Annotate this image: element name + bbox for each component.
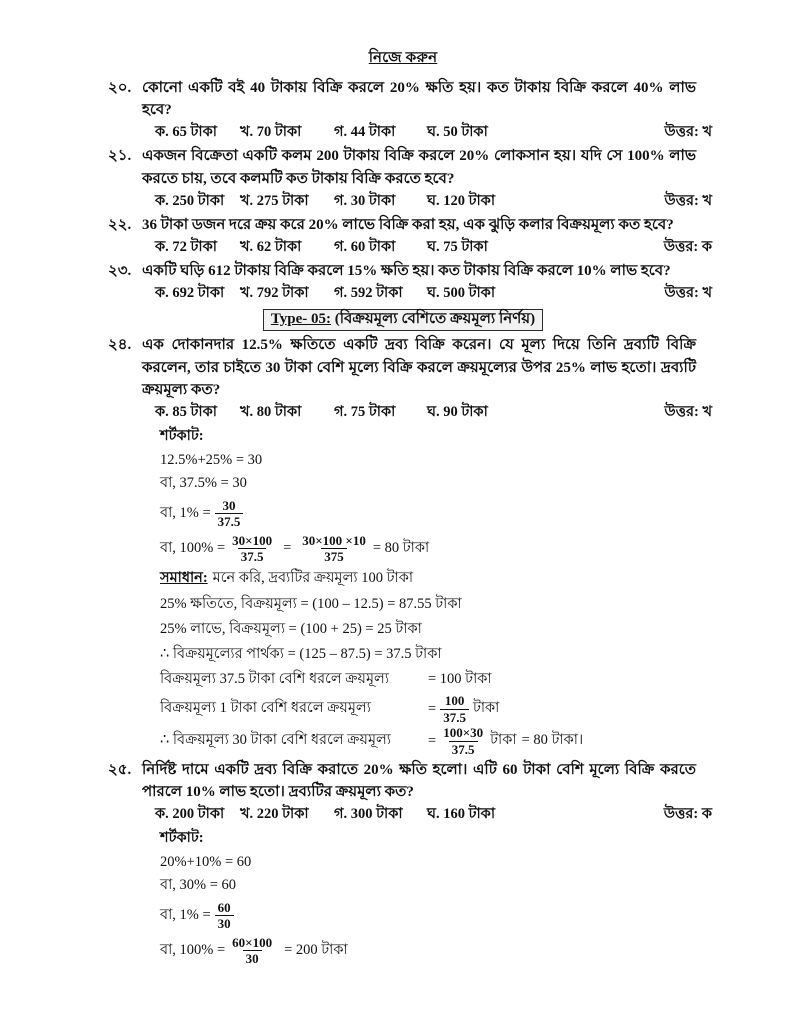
shortcut-label: শর্টকাট: [160,829,204,846]
equals-sign: = [283,540,292,557]
equals-sign: = [428,700,437,717]
option-ka[interactable]: ক. 65 টাকা [155,124,217,141]
shortcut25-line-3 [160,899,698,933]
options-row [142,121,712,144]
shortcut25-line-3-prefix: বা, 1% = [160,906,211,923]
question-text: নির্দিষ্ট দামে একটি দ্রব্য বিক্রি করাতে 20% ক্ষতি হলো। এটি 60 টাকা বেশি মূল্যে বিক্রি করতে পারলে 10% লাভ হতো। দ্রব্যটির ক্রয়মূল্য কত? [142,761,696,800]
proportion-line-1-left: বিক্রয়মূল্য 37.5 টাকা বেশি ধরলে ক্রয়মূল্য [160,670,390,687]
shortcut-line-4 [160,532,698,566]
options-row [142,282,712,305]
fraction-numerator: 100 [444,692,465,708]
shortcut-line-4-tail: = 80 টাকা [372,539,430,556]
currency-unit: টাকা [472,700,500,717]
type-header-bar [108,309,698,331]
samadhan-step-2 [160,618,698,642]
options-row [142,401,712,424]
option-kha[interactable]: খ. 275 টাকা [240,192,309,209]
fraction-denominator: 37.5 [238,548,267,564]
option-ga[interactable]: গ. 592 টাকা [334,285,403,302]
question-number: ২৩. [108,262,132,279]
answer-label [664,190,712,213]
options-row [142,236,712,259]
answer-value: খ [702,285,712,302]
answer-value: ক [701,238,712,255]
answer-prefix: উত্তর: [664,285,699,302]
shortcut-line-3 [160,497,698,531]
option-ga[interactable]: গ. 30 টাকা [334,192,396,209]
question-block-21 [108,145,712,212]
fraction-60-over-30 [215,901,234,931]
proportion-line-2 [160,694,698,724]
fraction-numerator: 30×100 [232,532,273,548]
answer-prefix: উত্তর: [664,124,699,141]
samadhan-step-3 [160,643,698,667]
proportion-line-3 [160,726,698,756]
fraction-numerator: 100×30 [443,725,484,741]
samadhan-intro-text: মনে করি, দ্রব্যটির ক্রয়মূল্য 100 টাকা [212,570,414,587]
currency-unit: টাকা [490,732,517,749]
answer-value: খ [702,124,712,141]
option-ga[interactable]: গ. 75 টাকা [334,403,396,420]
question-block-20 [108,77,712,144]
answer-value: খ [702,403,712,420]
shortcut-line-4-prefix: বা, 100% = [160,539,226,556]
fraction-denominator: 37.5 [440,709,469,725]
question-block-25 [108,759,712,826]
shortcut-line-2 [160,472,698,496]
fraction-numerator: 30×100 ×10 [302,532,366,548]
answer-label [664,121,712,144]
answer-value: খ [702,192,712,209]
option-kha[interactable]: খ. 70 টাকা [240,124,302,141]
answer-prefix: উত্তর: [664,403,699,420]
shortcut-line-3-prefix: বা, 1% = [160,504,211,521]
type-header-label-en: Type- 05: [270,311,331,328]
option-ga[interactable]: গ. 60 টাকা [334,238,396,255]
shortcut25-line-4 [160,934,698,968]
fraction-100-over-37-5 [440,694,469,724]
option-kha[interactable]: খ. 80 টাকা [240,403,302,420]
answer-prefix: উত্তর: [663,238,699,255]
option-ka[interactable]: ক. 250 টাকা [155,192,225,209]
proportion-line-3-result: = 80 টাকা। [521,732,584,749]
shortcut-line-2-text: বা, 37.5% = 30 [160,474,247,491]
fraction-denominator: 30 [243,950,262,966]
option-ka[interactable]: ক. 85 টাকা [155,403,217,420]
option-kha[interactable]: খ. 62 টাকা [240,238,302,255]
question-block-23 [108,260,712,305]
proportion-line-2-left: বিক্রয়মূল্য 1 টাকা বেশি ধরলে ক্রয়মূল্য [160,700,371,717]
option-gha[interactable]: ঘ. 50 টাকা [427,124,488,141]
option-gha[interactable]: ঘ. 500 টাকা [427,285,496,302]
fraction-30x100-over-37-5 [229,534,275,564]
option-ka[interactable]: ক. 692 টাকা [155,285,225,302]
question-text: একজন বিক্রেতা একটি কলম 200 টাকায় বিক্রি করলে 20% লোকসান হয়। যদি সে 100% লাভ করতে চায়, তবে কলমটি কত টাকায় বিক্রি করতে হবে? [142,148,696,187]
question-text: একটি ঘড়ি 612 টাকায় বিক্রি করলে 15% ক্ষতি হয়। কত টাকায় বিক্রি করলে 10% লাভ হবে? [142,262,671,279]
fraction-30x100x10-over-375 [299,534,369,564]
proportion-line-1-right: = 100 টাকা [428,670,492,687]
fraction-30-over-37-5 [215,499,244,529]
shortcut25-line-2-text: বা, 30% = 60 [160,876,237,893]
page-title: নিজে করুন [368,50,438,66]
answer-label [664,803,712,826]
shortcut25-line-1 [160,852,698,873]
fraction-60x100-over-30 [229,936,275,966]
answer-prefix: উত্তর: [664,192,699,209]
solution-block-25 [160,827,698,968]
question-text: এক দোকানদার 12.5% ক্ষতিতে একটি দ্রব্য বিক্রি করেন। যে মূল্য দিয়ে তিনি দ্রব্যটি বিক্রি করলেন, তার চাইতে 30 টাকা বেশি মূল্যে বিক্রি করলে ক্রয়মূল্যের উপর 25% লাভ হতো। দ্রব্যটি ক্রয়মূল্য কত? [142,337,696,398]
solution-block-24 [160,425,698,757]
samadhan-label: সমাধান: [160,569,208,586]
option-kha[interactable]: খ. 220 টাকা [240,805,309,822]
equals-sign: = [428,732,437,749]
question-text: কোনো একটি বই 40 টাকায় বিক্রি করলে 20% ক্ষতি হয়। কত টাকায় বিক্রি করলে 40% লাভ হবে? [142,80,696,119]
fraction-100x30-over-37-5 [440,726,486,756]
question-number: ২১. [108,148,132,165]
option-kha[interactable]: খ. 792 টাকা [240,285,309,302]
type-header-box [263,309,543,331]
option-gha[interactable]: ঘ. 75 টাকা [427,238,488,255]
question-block-22 [108,214,712,259]
option-ga[interactable]: গ. 44 টাকা [334,124,396,141]
fraction-numerator: 60×100 [232,934,273,950]
answer-value: ক [701,805,712,822]
question-number: ২২. [108,216,132,233]
proportion-line-3-left: ∴ বিক্রয়মূল্য 30 টাকা বেশি ধরলে ক্রয়মূল্য [160,732,392,749]
samadhan-step-3-text: ∴ বিক্রয়মূল্যের পার্থক্য = (125 – 87.5) = 37.5 টাকা [160,645,442,662]
question-block-24 [108,334,712,424]
samadhan-step-1 [160,593,698,617]
proportion-line-3-right [428,726,583,756]
answer-label [664,236,712,259]
question-number: ২৪. [108,337,132,354]
option-ka[interactable]: ক. 200 টাকা [155,805,225,822]
question-number: ২৫. [108,761,132,778]
samadhan-intro-line [160,567,698,592]
answer-label [664,401,712,424]
question-number: ২০. [108,80,132,96]
fraction-numerator: 60 [217,899,231,915]
shortcut-line-1 [160,450,698,471]
shortcut25-line-4-prefix: বা, 100% = [160,941,226,958]
shortcut25-line-4-tail: = 200 টাকা [284,941,348,958]
option-ga[interactable]: গ. 300 টাকা [334,805,403,822]
shortcut-label: শর্টকাট: [160,427,204,444]
proportion-line-2-right [428,694,499,724]
samadhan-step-1-text: 25% ক্ষতিতে, বিক্রয়মূল্য = (100 – 12.5) = 87.55 টাকা [160,595,462,612]
shortcut-line-1-text: 12.5%+25% = 30 [160,451,263,468]
proportion-line-1 [160,668,698,692]
option-ka[interactable]: ক. 72 টাকা [155,238,217,255]
fraction-denominator: 37.5 [215,513,244,529]
answer-prefix: উত্তর: [663,805,699,822]
fraction-numerator: 30 [222,497,236,513]
shortcut25-line-2 [160,874,698,898]
option-gha[interactable]: ঘ. 90 টাকা [427,403,488,420]
type-header-label-bn: (বিক্রয়মূল্য বেশিতে ক্রয়মূল্য নির্ণয়) [334,311,536,328]
options-row [142,190,712,213]
fraction-denominator: 30 [215,915,234,931]
question-text: 36 টাকা ডজন দরে ক্রয় করে 20% লাভে বিক্রি করা হয়, এক ঝুড়ি কলার বিক্রয়মূল্য কত হবে? [142,216,674,233]
answer-label [664,282,712,305]
fraction-denominator: 375 [321,548,347,564]
option-gha[interactable]: ঘ. 160 টাকা [427,805,496,822]
samadhan-step-2-text: 25% লাভে, বিক্রয়মূল্য = (100 + 25) = 25 টাকা [160,620,422,637]
shortcut25-line-1-text: 20%+10% = 60 [160,853,252,870]
option-gha[interactable]: ঘ. 120 টাকা [427,192,496,209]
options-row [142,803,712,826]
fraction-denominator: 37.5 [449,741,478,757]
